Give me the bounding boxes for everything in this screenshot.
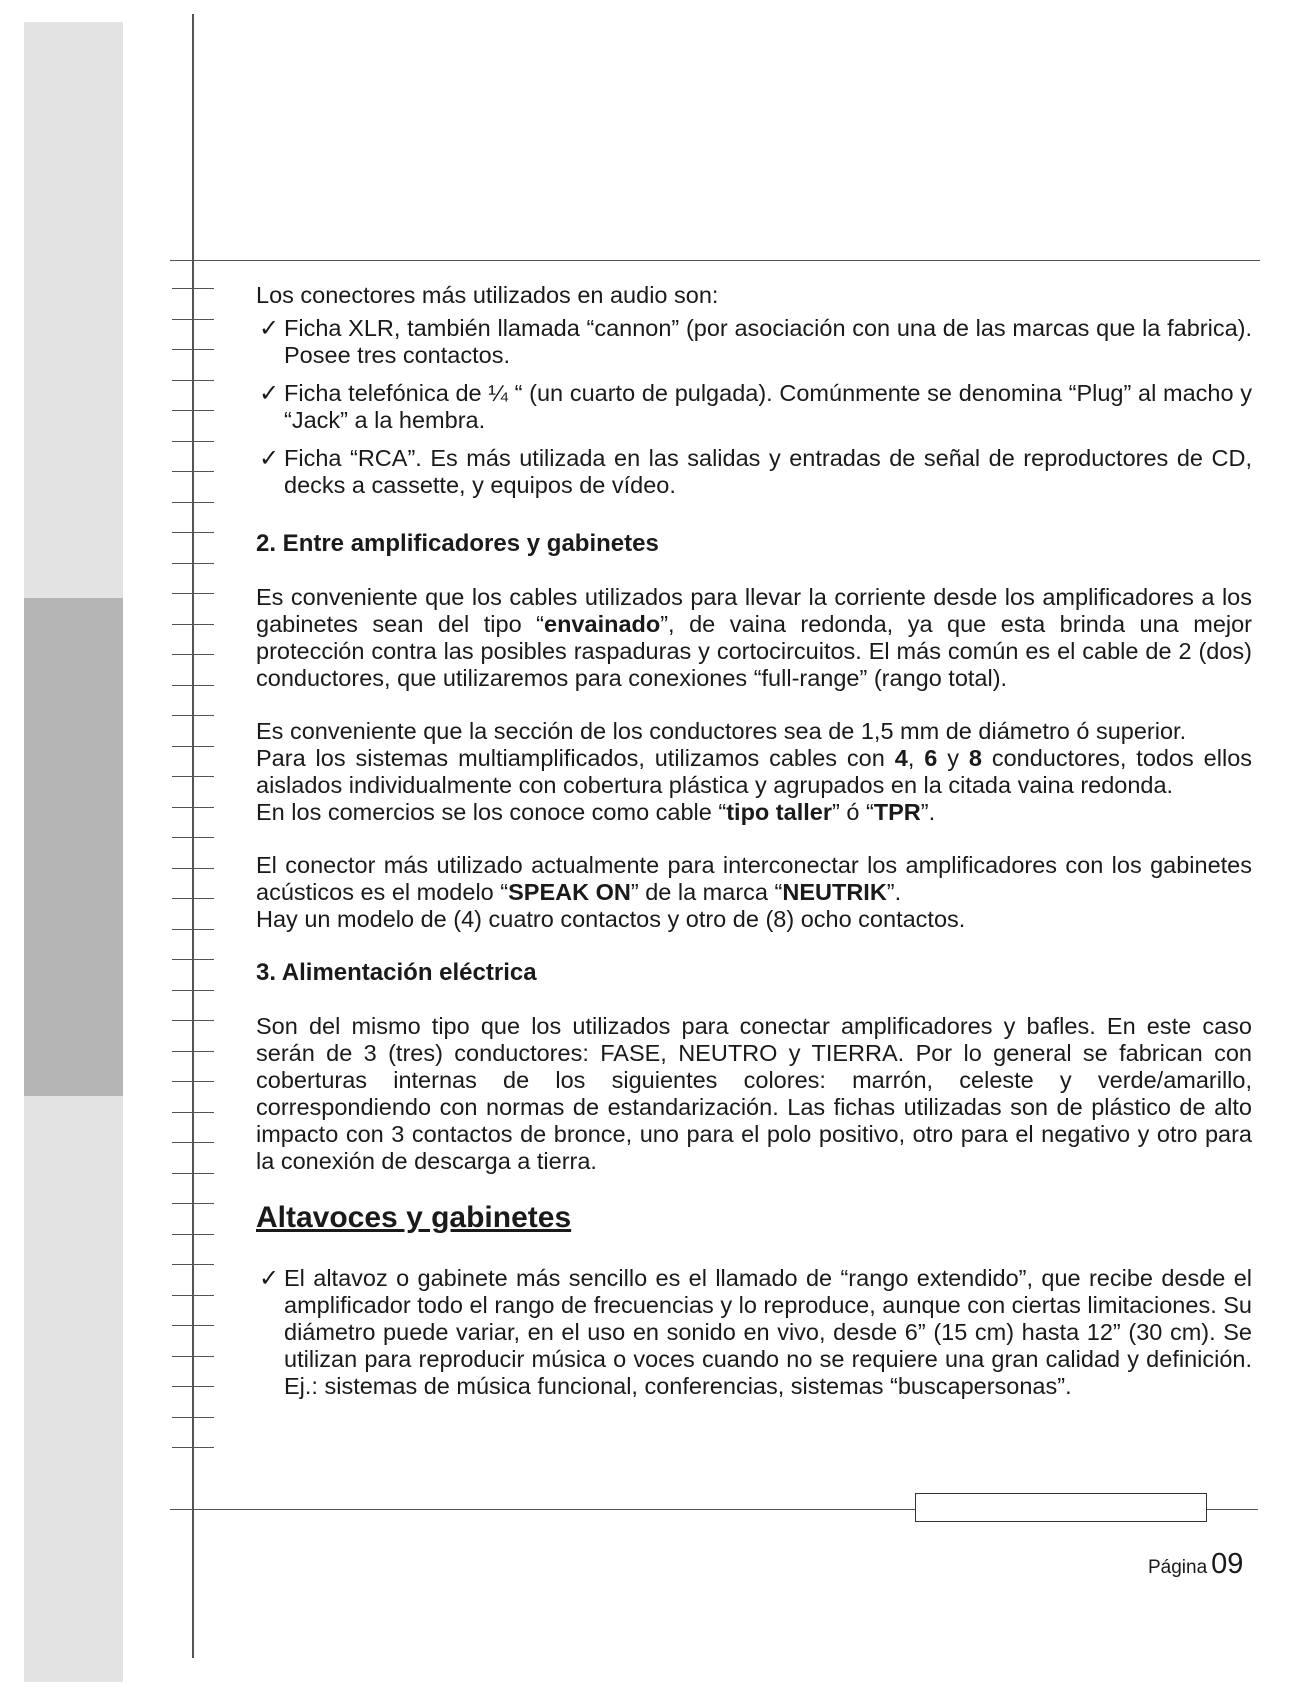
checkmark-icon: ✓ xyxy=(259,379,280,407)
page-content xyxy=(256,282,1252,1411)
margin-tick xyxy=(172,929,214,930)
list-item xyxy=(256,1265,1252,1400)
intro-text: Los conectores más utilizados en audio son: xyxy=(256,282,719,308)
margin-tick xyxy=(172,502,214,503)
margin-tick xyxy=(172,1295,214,1296)
margin-tick xyxy=(172,1051,214,1052)
margin-tick xyxy=(172,532,214,533)
margin-tick xyxy=(172,319,214,320)
margin-tick xyxy=(172,1203,214,1204)
paragraph-line: Para los sistemas multiamplificados, utilizamos cables con 4, 6 y 8 conductores, todos ellos aislados individualmente con cobertura plástica y agrupados en la citada vaina redonda. xyxy=(256,745,1253,798)
margin-tick xyxy=(172,1173,214,1174)
margin-tick xyxy=(172,1325,214,1326)
margin-tick xyxy=(172,1264,214,1265)
list-item xyxy=(256,380,1252,434)
major-heading: Altavoces y gabinetes xyxy=(256,1201,572,1234)
margin-tick xyxy=(172,685,214,686)
page-number-value: 09 xyxy=(1211,1548,1244,1580)
page-number xyxy=(1148,1548,1243,1581)
margin-tick xyxy=(172,563,214,564)
margin-tick xyxy=(172,288,214,289)
section-heading: 2. Entre amplificadores y gabinetes xyxy=(256,530,659,557)
margin-tick xyxy=(172,624,214,625)
margin-tick xyxy=(172,715,214,716)
list-item xyxy=(256,445,1252,499)
checkmark-icon: ✓ xyxy=(259,314,280,342)
margin-tick xyxy=(172,1142,214,1143)
margin-tick xyxy=(172,471,214,472)
paragraph-line: Hay un modelo de (4) cuatro contactos y otro de (8) ocho contactos. xyxy=(256,906,966,932)
margin-tick xyxy=(172,776,214,777)
margin-tick xyxy=(172,807,214,808)
margin-tick xyxy=(172,349,214,350)
margin-tick xyxy=(172,1417,214,1418)
margin-tick xyxy=(172,1356,214,1357)
margin-tick xyxy=(172,654,214,655)
margin-tick xyxy=(172,898,214,899)
margin-tick xyxy=(172,380,214,381)
page-label: Página xyxy=(1148,1557,1208,1578)
list-item-text: El altavoz o gabinete más sencillo es el llamado de “rango extendido”, que recibe desde el amplificador todo el rango de frecuencias y lo reproduce, aunque con ciertas limitaciones. Su diámetro puede variar, en el uso en sonido en vivo, desde 6” (15 cm) hasta 12” (30 cm). Se utilizan para reproducir música o voces cuando no se requiere una gran calidad y definición. Ej.: sistemas de música funcional, conferencias, sistemas “buscapersonas”. xyxy=(284,1265,1252,1399)
paragraph-line: En los comercios se los conoce como cable “tipo taller” ó “TPR”. xyxy=(256,799,936,825)
margin-ticks xyxy=(172,0,214,1688)
margin-tick xyxy=(172,410,214,411)
list-item-text: Ficha “RCA”. Es más utilizada en las salidas y entradas de señal de reproductores de CD, decks a cassette, y equipos de vídeo. xyxy=(284,445,1252,498)
margin-tick xyxy=(172,959,214,960)
checkmark-icon: ✓ xyxy=(259,444,280,472)
margin-tick xyxy=(172,1112,214,1113)
margin-tick xyxy=(172,1386,214,1387)
margin-tick xyxy=(172,868,214,869)
paragraph-line: Es conveniente que la sección de los conductores sea de 1,5 mm de diámetro ó superior. xyxy=(256,718,1187,744)
list-item-text: Ficha telefónica de ¼ “ (un cuarto de pulgada). Comúnmente se denomina “Plug” al macho y “Jack” a la hembra. xyxy=(284,380,1252,433)
margin-tick xyxy=(172,593,214,594)
checkmark-icon: ✓ xyxy=(259,1264,280,1292)
paragraph: Es conveniente que los cables utilizados para llevar la corriente desde los amplificadores a los gabinetes sean del tipo “envainado”, de vaina redonda, ya que esta brinda una mejor protección contra las posibles raspaduras y cortocircuitos. El más común es el cable de 2 (dos) conductores, que utilizaremos para conexiones “full-range” (rango total). xyxy=(256,584,1252,691)
margin-tick xyxy=(172,1447,214,1448)
footer-box xyxy=(915,1493,1207,1522)
paragraph: El conector más utilizado actualmente para interconectar los amplificadores con los gabinetes acústicos es el modelo “SPEAK ON” de la marca “NEUTRIK”. xyxy=(256,852,1252,905)
list-item xyxy=(256,315,1252,369)
margin-tick xyxy=(172,837,214,838)
margin-tick xyxy=(172,1020,214,1021)
margin-tick xyxy=(172,1081,214,1082)
paragraph: Son del mismo tipo que los utilizados para conectar amplificadores y bafles. En este caso serán de 3 (tres) conductores: FASE, NEUTRO y TIERRA. Por lo general se fabrican con coberturas internas de los siguientes colores: marrón, celeste y verde/amarillo, correspondiendo con normas de estandarización. Las fichas utilizadas son de plástico de alto impacto con 3 contactos de bronce, uno para el polo positivo, otro para el negativo y otro para la conexión de descarga a tierra. xyxy=(256,1013,1252,1174)
margin-tick xyxy=(172,1234,214,1235)
header-rule xyxy=(170,260,1260,261)
margin-tick xyxy=(172,990,214,991)
side-strip-tab xyxy=(24,598,123,1096)
margin-tick xyxy=(172,746,214,747)
margin-tick xyxy=(172,441,214,442)
list-item-text: Ficha XLR, también llamada “cannon” (por asociación con una de las marcas que la fabrica). Posee tres contactos. xyxy=(284,315,1252,368)
section-heading: 3. Alimentación eléctrica xyxy=(256,959,537,986)
